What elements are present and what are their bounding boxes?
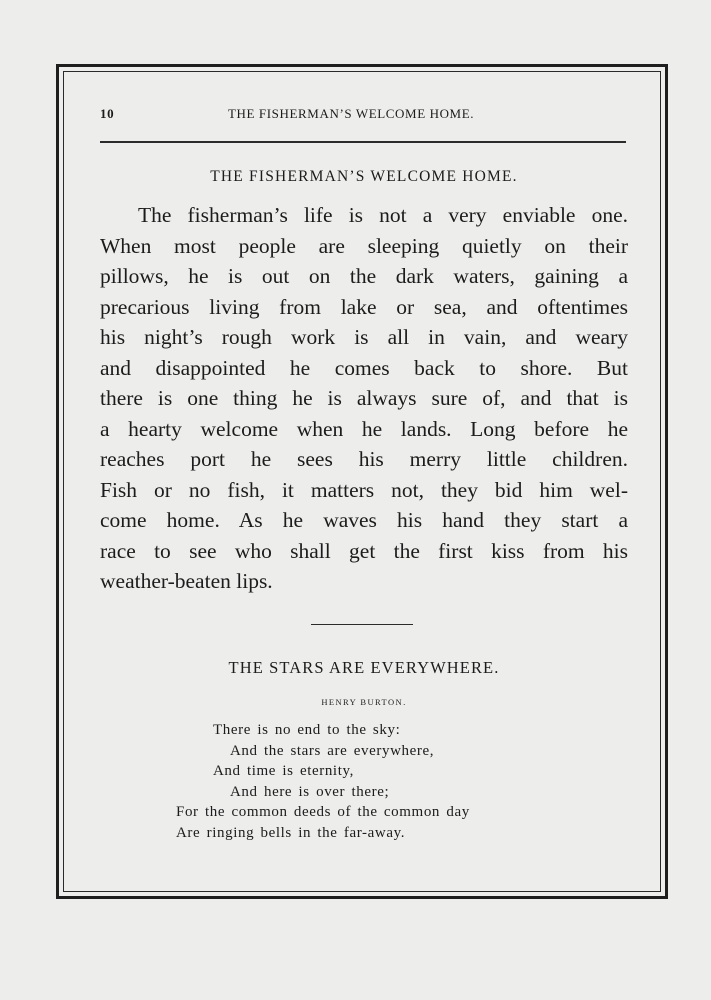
prose-line: a hearty welcome when he lands. Long before he xyxy=(100,416,628,441)
poem-line: And time is eternity, xyxy=(213,763,354,779)
poem-title: THE STARS ARE EVERYWHERE. xyxy=(228,658,500,677)
prose-line: precarious living from lake or sea, and oftentimes xyxy=(100,294,628,319)
poem-line: Are ringing bells in the far-away. xyxy=(176,824,406,841)
prose-line: there is one thing he is always sure of, and that is xyxy=(100,386,628,410)
running-head-title: THE FISHERMAN’S WELCOME HOME. xyxy=(228,106,475,121)
prose-line: race to see who shall get the first kiss from his xyxy=(100,538,628,563)
section-title: THE FISHERMAN’S WELCOME HOME. xyxy=(210,168,518,185)
poem-body xyxy=(176,720,576,843)
prose-line: The fisherman’s life is not a very enviable one. xyxy=(138,203,628,227)
poem-line: For the common deeds of the common day xyxy=(176,804,470,820)
prose-line: Fish or no fish, it matters not, they bid him wel- xyxy=(100,477,628,502)
poem-line: And the stars are everywhere, xyxy=(230,742,435,759)
prose-line: pillows, he is out on the dark waters, gaining a xyxy=(100,264,628,288)
prose-line: When most people are sleeping quietly on their xyxy=(100,233,628,258)
poem-author: HENRY BURTON. xyxy=(321,697,407,707)
prose-paragraph xyxy=(100,200,628,597)
prose-line: reaches port he sees his merry little children. xyxy=(100,447,628,471)
prose-line: his night’s rough work is all in vain, and weary xyxy=(100,325,628,349)
header-rule xyxy=(100,141,626,143)
poem-line: And here is over there; xyxy=(230,783,390,800)
section-divider xyxy=(311,624,413,625)
prose-line: come home. As he waves his hand they start a xyxy=(100,508,628,532)
poem-line: There is no end to the sky: xyxy=(213,722,401,738)
page-number: 10 xyxy=(100,106,115,121)
prose-line: and disappointed he comes back to shore. But xyxy=(100,355,628,380)
prose-line: weather-beaten lips. xyxy=(100,569,273,593)
